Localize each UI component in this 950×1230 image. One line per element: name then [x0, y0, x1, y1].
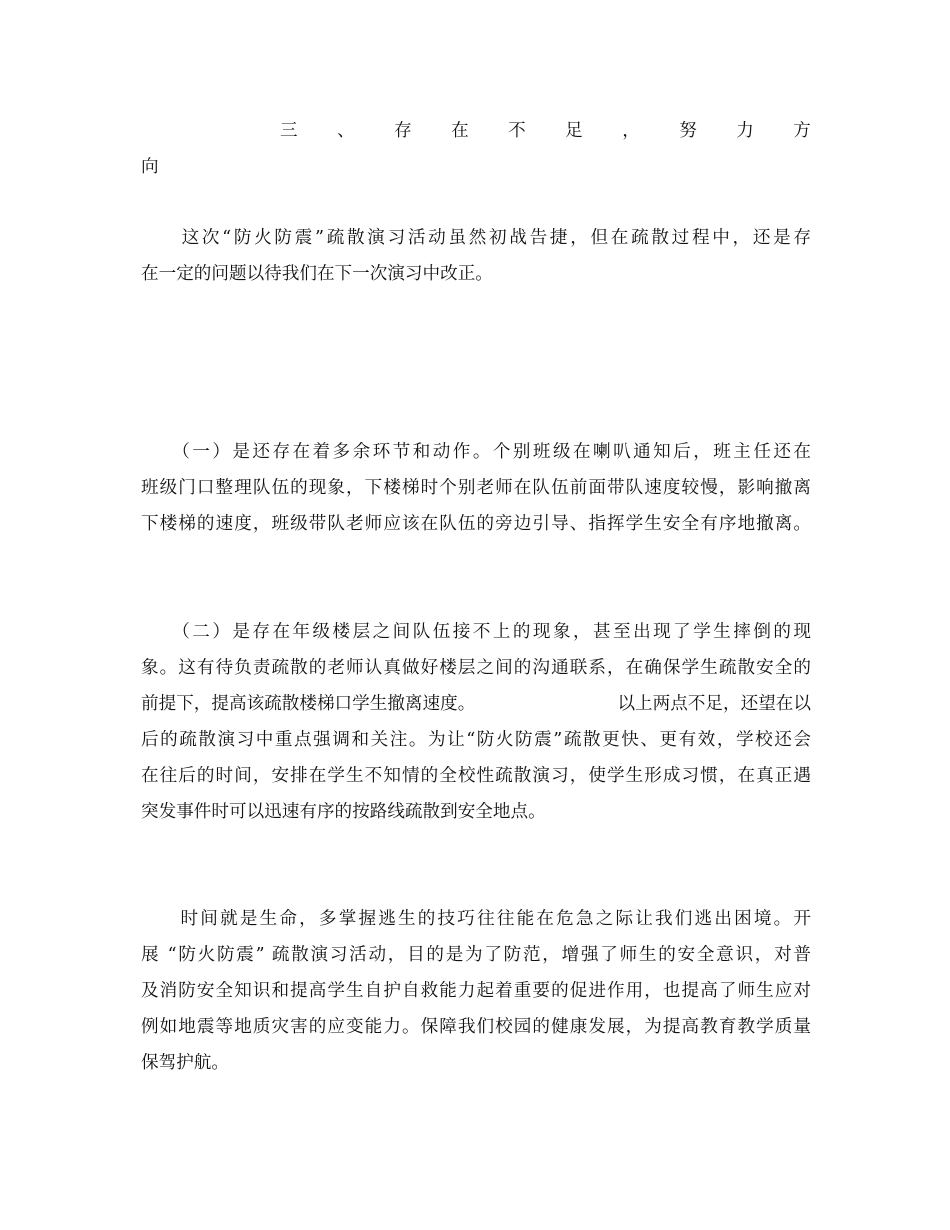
heading-char: 方 [793, 121, 811, 141]
paragraph-3-line-end: 以上两点不足，还望在以 [617, 694, 811, 714]
paragraph-3-line: 突发事件时可以迅速有序的按路线疏散到安全地点。 [141, 802, 546, 822]
paragraph-4-line: 例如地震等地质灾害的应变能力。保障我们校园的健康发展，为提高教育教学质量 [141, 1017, 811, 1037]
heading-char: 三 [280, 121, 298, 141]
heading-char: 努 [679, 121, 697, 141]
paragraph-2-line: 下楼梯的速度，班级带队老师应该在队伍的旁边引导、指挥学生安全有序地撤离。 [141, 514, 811, 534]
heading-char: 不 [508, 121, 526, 141]
heading-char: 力 [736, 121, 754, 141]
paragraph-3-line: 象。这有待负责疏散的老师认真做好楼层之间的沟通联系，在确保学生疏散安全的 [141, 658, 811, 678]
paragraph-3-line-start: 前提下，提高该疏散楼梯口学生撤离速度。 [141, 694, 476, 714]
paragraph-4-line: 及消防安全知识和提高学生自护自救能力起着重要的促进作用，也提高了师生应对 [141, 981, 811, 1001]
heading-char: ， [622, 121, 640, 141]
heading-char: 足 [565, 121, 583, 141]
paragraph-4-line: 展 “防火防震” 疏散演习活动，目的是为了防范，增强了师生的安全意识，对普 [141, 945, 811, 965]
paragraph-1-line: 这次“防火防震”疏散演习活动虽然初战告捷，但在疏散过程中，还是存 [141, 228, 811, 248]
paragraph-2-line: （一）是还存在着多余环节和动作。个别班级在喇叭通知后，班主任还在 [141, 442, 811, 462]
section-heading [280, 118, 811, 144]
heading-wrap-char: 向 [141, 157, 159, 177]
paragraph-3-line: 后的疏散演习中重点强调和关注。为让“防火防震”疏散更快、更有效，学校还会 [141, 730, 811, 750]
paragraph-3-line: 在往后的时间，安排在学生不知情的全校性疏散演习，使学生形成习惯，在真正遇 [141, 766, 811, 786]
paragraph-3-line: （二）是存在年级楼层之间队伍接不上的现象，甚至出现了学生摔倒的现 [141, 622, 811, 642]
heading-char: 、 [337, 121, 355, 141]
paragraph-4-line: 时间就是生命，多掌握逃生的技巧往往能在危急之际让我们逃出困境。开 [141, 909, 811, 929]
paragraph-2-line: 班级门口整理队伍的现象，下楼梯时个别老师在队伍前面带队速度较慢，影响撤离 [141, 478, 811, 498]
paragraph-1-line: 在一定的问题以待我们在下一次演习中改正。 [141, 264, 493, 284]
heading-char: 存 [394, 121, 412, 141]
paragraph-4-line: 保驾护航。 [141, 1053, 229, 1073]
heading-char: 在 [451, 121, 469, 141]
